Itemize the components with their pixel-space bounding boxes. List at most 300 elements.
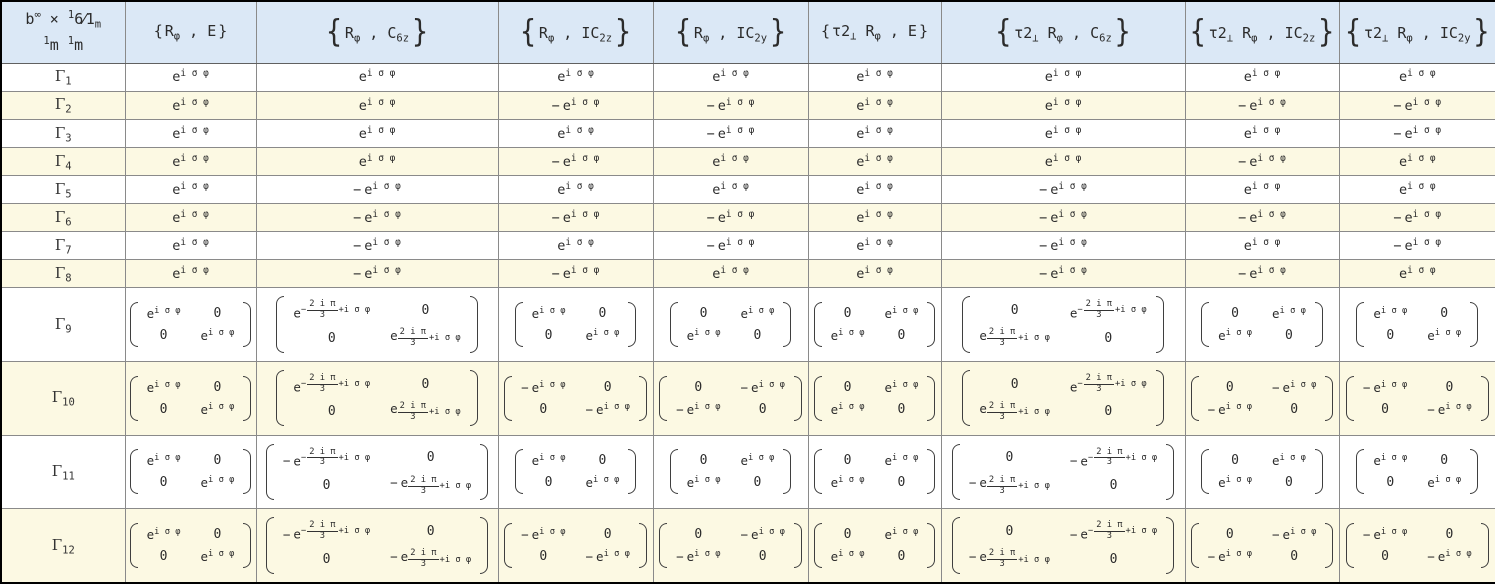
exp-entry bbox=[1393, 237, 1441, 254]
exponent: i σ φ bbox=[1445, 549, 1472, 560]
exp-entry bbox=[172, 68, 209, 85]
exponent: i σ φ bbox=[570, 208, 600, 220]
matrix-2x2 bbox=[814, 449, 936, 494]
exp-entry bbox=[1244, 68, 1281, 85]
minus-sign: − bbox=[1069, 526, 1078, 542]
rep-matrix-cell bbox=[808, 361, 941, 435]
subscript: m bbox=[94, 18, 102, 31]
euler-e: e bbox=[856, 69, 865, 86]
rep-matrix-cell bbox=[256, 435, 498, 508]
fraction-denominator: 3 bbox=[319, 383, 325, 394]
math-text: R bbox=[856, 22, 875, 41]
exponent: i σ φ bbox=[1052, 68, 1082, 80]
exponent: i σ φ bbox=[694, 475, 721, 486]
fraction-denominator: 3 bbox=[410, 337, 416, 348]
table-header bbox=[1, 1, 1495, 63]
euler-e: e bbox=[979, 548, 987, 564]
brace-close: } bbox=[918, 22, 928, 41]
rep-scalar-cell bbox=[256, 232, 498, 260]
minus-sign: − bbox=[706, 97, 715, 114]
subscript: φ bbox=[1251, 32, 1258, 45]
rep-scalar-cell bbox=[498, 260, 653, 288]
exp-entry bbox=[521, 527, 565, 542]
exponent: i σ φ bbox=[1058, 180, 1087, 192]
minus-sign: − bbox=[521, 527, 529, 543]
minus-sign: − bbox=[353, 238, 362, 255]
exponent-tail: +i σ φ bbox=[429, 407, 461, 418]
fraction-numerator: 2 i π bbox=[988, 548, 1016, 559]
subscript: 6z bbox=[396, 32, 410, 45]
row-label bbox=[54, 314, 72, 336]
subscript: 2y bbox=[1457, 32, 1471, 45]
euler-e: e bbox=[830, 549, 839, 565]
exp-entry bbox=[1070, 448, 1157, 468]
exponent bbox=[1077, 374, 1146, 394]
gamma-symbol: Γ bbox=[51, 388, 63, 407]
exponent: i σ φ bbox=[570, 152, 600, 164]
exponent: i σ φ bbox=[366, 68, 396, 80]
euler-e: e bbox=[1243, 69, 1252, 86]
column-header-cell bbox=[1185, 1, 1339, 63]
matrix-paren-left bbox=[952, 517, 960, 573]
exp-entry bbox=[712, 181, 749, 198]
euler-e: e bbox=[557, 182, 566, 199]
euler-e: e bbox=[562, 97, 571, 114]
exp-entry bbox=[979, 401, 1049, 422]
matrix-paren-left bbox=[504, 523, 512, 568]
math-text: R bbox=[1233, 24, 1252, 43]
matrix-paren-right bbox=[1156, 296, 1164, 352]
minus-sign: − bbox=[1207, 401, 1216, 417]
euler-e: e bbox=[686, 327, 695, 343]
zero-entry: 0 bbox=[213, 305, 222, 321]
zero-entry: 0 bbox=[421, 302, 430, 318]
exp-entry bbox=[557, 181, 594, 198]
euler-e: e bbox=[1069, 305, 1078, 321]
exponent bbox=[408, 549, 471, 569]
exp-entry bbox=[1238, 97, 1286, 114]
exp-entry bbox=[390, 401, 460, 422]
rep-scalar-cell bbox=[498, 63, 653, 91]
euler-e: e bbox=[1249, 266, 1258, 283]
rep-scalar-cell bbox=[941, 63, 1185, 91]
minus-sign: − bbox=[1069, 453, 1078, 469]
math-text: R bbox=[1038, 24, 1057, 43]
euler-e: e bbox=[146, 379, 155, 395]
exp-entry bbox=[359, 97, 396, 114]
exp-entry bbox=[172, 97, 209, 114]
matrix-entries bbox=[143, 376, 239, 421]
exponent: i σ φ bbox=[892, 306, 919, 317]
zero-entry: 0 bbox=[1010, 302, 1019, 318]
matrix-entries bbox=[289, 296, 464, 352]
exponent: i σ φ bbox=[372, 265, 401, 277]
minus-sign: − bbox=[551, 97, 560, 114]
superscript: ∞ bbox=[34, 9, 41, 22]
gamma-index: 10 bbox=[62, 396, 75, 409]
exponent: i σ φ bbox=[1412, 124, 1442, 136]
matrix-entries bbox=[279, 517, 475, 573]
exponent: i σ φ bbox=[1058, 208, 1087, 220]
zero-entry: 0 bbox=[843, 453, 852, 469]
exponent: i σ φ bbox=[1251, 180, 1281, 192]
matrix-paren-right bbox=[1470, 302, 1478, 347]
rep-scalar-cell bbox=[1185, 119, 1339, 147]
exponent: i σ φ bbox=[180, 265, 209, 277]
fraction-numerator: 2 i π bbox=[1085, 299, 1113, 310]
exponent: i σ φ bbox=[180, 124, 209, 136]
scalar-row bbox=[1, 63, 1495, 91]
row-label bbox=[51, 535, 75, 557]
zero-entry: 0 bbox=[213, 379, 222, 395]
exponent: i σ φ bbox=[1380, 453, 1408, 464]
exponent: i σ φ bbox=[1290, 527, 1317, 538]
exp-entry bbox=[1373, 453, 1407, 468]
matrix-entries bbox=[517, 523, 634, 568]
gamma-index: 9 bbox=[65, 323, 72, 336]
euler-e: e bbox=[1272, 453, 1280, 469]
exp-entry bbox=[856, 153, 893, 170]
exp-entry bbox=[1393, 125, 1441, 142]
exponent: i σ φ bbox=[1407, 180, 1436, 192]
row-label bbox=[54, 179, 72, 201]
exp-entry bbox=[741, 306, 775, 321]
matrix-2x2 bbox=[276, 296, 477, 352]
exp-entry bbox=[557, 68, 594, 85]
rep-matrix-cell bbox=[653, 509, 808, 583]
euler-e: e bbox=[686, 475, 695, 491]
zero-entry: 0 bbox=[539, 549, 548, 565]
exponent: i σ φ bbox=[570, 96, 600, 108]
rep-scalar-cell bbox=[498, 147, 653, 175]
exp-entry bbox=[1363, 380, 1407, 395]
rep-scalar-cell bbox=[653, 175, 808, 203]
minus-sign: − bbox=[551, 210, 560, 227]
matrix-paren-left bbox=[266, 517, 274, 573]
matrix-paren-left bbox=[814, 449, 822, 494]
row-label-cell bbox=[1, 175, 125, 203]
exp-entry bbox=[831, 328, 865, 343]
exp-entry bbox=[1045, 153, 1082, 170]
minus-sign: − bbox=[282, 526, 291, 542]
zero-entry: 0 bbox=[1285, 327, 1293, 343]
matrix-entries bbox=[1359, 523, 1476, 568]
superscript: 1 bbox=[67, 34, 75, 47]
exp-entry bbox=[1070, 521, 1157, 541]
minus-sign: − bbox=[676, 549, 684, 565]
scalar-row bbox=[1, 260, 1495, 288]
matrix-paren-right bbox=[628, 449, 636, 494]
gamma-index: 3 bbox=[65, 131, 72, 144]
matrix-paren-left bbox=[130, 449, 138, 494]
rep-scalar-cell bbox=[256, 203, 498, 231]
row-label bbox=[55, 124, 72, 142]
rep-scalar-cell bbox=[808, 232, 941, 260]
euler-e: e bbox=[200, 327, 209, 343]
zero-entry: 0 bbox=[1231, 305, 1239, 321]
matrix-entries bbox=[683, 449, 779, 494]
exp-entry bbox=[1272, 527, 1316, 542]
rep-scalar-cell bbox=[941, 147, 1185, 175]
exponent: i σ φ bbox=[1380, 379, 1408, 390]
exp-entry bbox=[1238, 153, 1286, 170]
exponent: i σ φ bbox=[1257, 265, 1286, 277]
rep-scalar-cell bbox=[125, 63, 256, 91]
euler-e: e bbox=[740, 453, 749, 469]
rep-scalar-cell bbox=[498, 232, 653, 260]
matrix-paren-left bbox=[1201, 302, 1209, 347]
zero-entry: 0 bbox=[1285, 475, 1293, 491]
exponent: i σ φ bbox=[1407, 68, 1436, 80]
column-header-cell bbox=[941, 1, 1185, 63]
exp-entry bbox=[707, 97, 755, 114]
rep-scalar-cell bbox=[808, 91, 941, 119]
exponent: i σ φ bbox=[1251, 68, 1281, 80]
column-header-cell bbox=[808, 1, 941, 63]
exponent: i σ φ bbox=[565, 180, 594, 192]
zero-entry: 0 bbox=[1109, 551, 1118, 567]
exponent: i σ φ bbox=[864, 265, 893, 277]
exponent: i σ φ bbox=[720, 265, 749, 277]
exponent: i σ φ bbox=[892, 453, 919, 464]
euler-e: e bbox=[293, 453, 301, 469]
euler-e: e bbox=[717, 210, 726, 227]
euler-e: e bbox=[830, 475, 839, 491]
exponent: i σ φ bbox=[603, 549, 630, 560]
gamma-index: 11 bbox=[62, 470, 75, 483]
matrix-paren-left bbox=[1346, 523, 1354, 568]
math-text: τ2 bbox=[1014, 24, 1033, 43]
fraction-denominator: 3 bbox=[1096, 383, 1102, 394]
exponent-tail: +i σ φ bbox=[1018, 481, 1050, 492]
math-text: τ2 bbox=[832, 22, 851, 41]
exponent-tail: +i σ φ bbox=[338, 526, 371, 537]
exponent-fraction bbox=[398, 402, 428, 422]
matrix-2x2 bbox=[266, 444, 488, 500]
rep-scalar-cell bbox=[256, 91, 498, 119]
fraction-numerator: 2 i π bbox=[1096, 520, 1123, 531]
exponent: i σ φ bbox=[758, 379, 785, 390]
exp-entry bbox=[712, 153, 749, 170]
exp-entry bbox=[1363, 527, 1407, 542]
euler-e: e bbox=[293, 379, 301, 395]
gamma-index: 12 bbox=[62, 544, 75, 557]
exponent: i σ φ bbox=[720, 152, 749, 164]
fraction-denominator: 3 bbox=[319, 309, 325, 320]
matrix-entries bbox=[1214, 302, 1310, 347]
exp-entry bbox=[1045, 68, 1082, 85]
exponent: i σ φ bbox=[180, 237, 209, 249]
exp-entry bbox=[885, 306, 919, 321]
matrix-paren-right bbox=[1325, 523, 1333, 568]
exponent: i σ φ bbox=[208, 328, 235, 339]
matrix-paren-right bbox=[1315, 449, 1323, 494]
matrix-row bbox=[1, 361, 1495, 435]
math-text: , C bbox=[1063, 24, 1100, 43]
subscript: 2z bbox=[1302, 32, 1316, 45]
exponent: i σ φ bbox=[154, 527, 181, 538]
exponent: i σ φ bbox=[864, 208, 893, 220]
matrix-paren-right bbox=[1166, 517, 1174, 573]
exponent: i σ φ bbox=[758, 527, 785, 538]
fraction-denominator: 3 bbox=[420, 485, 427, 496]
exp-entry bbox=[359, 68, 396, 85]
column-header-cell bbox=[653, 1, 808, 63]
euler-e: e bbox=[531, 305, 540, 321]
exponent-tail: +i σ φ bbox=[1125, 452, 1158, 463]
exp-entry bbox=[687, 475, 721, 490]
exp-entry bbox=[353, 209, 401, 226]
math-text: , E bbox=[180, 22, 217, 41]
exp-entry bbox=[676, 402, 720, 417]
zero-entry: 0 bbox=[1005, 450, 1014, 466]
exponent: i σ φ bbox=[1407, 152, 1436, 164]
math-text: τ2 bbox=[1208, 24, 1227, 43]
euler-e: e bbox=[1080, 453, 1088, 469]
matrix-paren-right bbox=[243, 376, 251, 421]
matrix-paren-right bbox=[1481, 523, 1489, 568]
matrix-paren-left bbox=[659, 376, 667, 421]
exp-entry bbox=[1045, 125, 1082, 142]
brace-open: { bbox=[520, 14, 536, 50]
exponent: i σ φ bbox=[1412, 208, 1442, 220]
rep-scalar-cell bbox=[125, 260, 256, 288]
euler-e: e bbox=[146, 305, 155, 321]
exponent: i σ φ bbox=[1225, 328, 1252, 339]
rep-scalar-cell bbox=[1185, 91, 1339, 119]
row-label-cell bbox=[1, 119, 125, 147]
exponent-fraction bbox=[307, 300, 337, 320]
gamma-symbol: Γ bbox=[54, 314, 66, 333]
matrix-entries bbox=[975, 370, 1150, 426]
euler-e: e bbox=[585, 327, 594, 343]
rep-matrix-cell bbox=[498, 361, 653, 435]
minus-sign: − bbox=[1427, 401, 1435, 417]
column-header-cell bbox=[1339, 1, 1495, 63]
exponent: i σ φ bbox=[565, 68, 594, 80]
exponent-minus: − bbox=[1087, 526, 1094, 537]
euler-e: e bbox=[1373, 453, 1381, 469]
exp-entry bbox=[552, 97, 600, 114]
rep-scalar-cell bbox=[498, 91, 653, 119]
minus-sign: − bbox=[1427, 549, 1435, 565]
matrix-paren-left bbox=[814, 376, 822, 421]
euler-e: e bbox=[979, 401, 987, 417]
rep-scalar-cell bbox=[256, 63, 498, 91]
exponent: i σ φ bbox=[748, 306, 775, 317]
matrix-paren-left bbox=[504, 376, 512, 421]
exponent-tail: +i σ φ bbox=[338, 305, 371, 316]
rep-matrix-cell bbox=[498, 509, 653, 583]
euler-e: e bbox=[596, 549, 604, 565]
matrix-paren-right bbox=[628, 302, 636, 347]
exponent: i σ φ bbox=[720, 68, 749, 80]
scalar-row bbox=[1, 203, 1495, 231]
zero-entry: 0 bbox=[897, 475, 906, 491]
zero-entry: 0 bbox=[1386, 327, 1395, 343]
rep-scalar-cell bbox=[653, 63, 808, 91]
matrix-2x2 bbox=[130, 302, 252, 347]
matrix-2x2 bbox=[515, 449, 637, 494]
math-text: m bbox=[49, 35, 68, 54]
rep-scalar-cell bbox=[1185, 175, 1339, 203]
euler-e: e bbox=[712, 266, 721, 283]
euler-e: e bbox=[1243, 125, 1252, 142]
minus-sign: − bbox=[1039, 210, 1048, 227]
exp-entry bbox=[172, 237, 209, 254]
rep-scalar-cell bbox=[941, 175, 1185, 203]
exp-entry bbox=[741, 527, 785, 542]
euler-e: e bbox=[1427, 327, 1435, 343]
exp-entry bbox=[1399, 153, 1436, 170]
exponent bbox=[987, 476, 1050, 496]
exponent: i σ φ bbox=[180, 208, 209, 220]
exponent: i σ φ bbox=[725, 208, 755, 220]
exponent: i σ φ bbox=[1225, 475, 1252, 486]
matrix-row bbox=[1, 509, 1495, 583]
matrix-paren-right bbox=[243, 449, 251, 494]
rep-matrix-cell bbox=[1185, 361, 1339, 435]
matrix-2x2 bbox=[504, 376, 647, 421]
euler-e: e bbox=[1044, 153, 1053, 170]
rep-matrix-cell bbox=[808, 288, 941, 361]
rep-scalar-cell bbox=[1185, 203, 1339, 231]
rep-scalar-cell bbox=[1339, 91, 1495, 119]
exponent: i σ φ bbox=[208, 549, 235, 560]
exp-entry bbox=[885, 380, 919, 395]
rep-scalar-cell bbox=[941, 203, 1185, 231]
matrix-entries bbox=[975, 296, 1150, 352]
euler-e: e bbox=[1427, 475, 1435, 491]
exponent: i σ φ bbox=[154, 306, 181, 317]
zero-entry: 0 bbox=[1104, 330, 1113, 346]
exponent: i σ φ bbox=[154, 379, 181, 390]
matrix-paren-right bbox=[794, 376, 802, 421]
exp-entry bbox=[856, 237, 893, 254]
euler-e: e bbox=[200, 549, 209, 565]
matrix-paren-left bbox=[1201, 449, 1209, 494]
row-label bbox=[51, 388, 75, 409]
rep-matrix-cell bbox=[498, 288, 653, 361]
rep-scalar-cell bbox=[256, 175, 498, 203]
rep-matrix-cell bbox=[653, 435, 808, 508]
exp-entry bbox=[172, 265, 209, 282]
exp-entry bbox=[557, 125, 594, 142]
rep-scalar-cell bbox=[653, 203, 808, 231]
exponent: i σ φ bbox=[1412, 96, 1442, 108]
euler-e: e bbox=[1437, 401, 1446, 417]
exponent: i σ φ bbox=[838, 401, 865, 412]
fraction-denominator: 3 bbox=[1106, 530, 1113, 541]
superscript: 1 bbox=[43, 34, 50, 47]
matrix-paren-left bbox=[130, 523, 138, 568]
exponent: i σ φ bbox=[1290, 379, 1317, 390]
fraction-numerator: 2 i π bbox=[410, 474, 437, 485]
gamma-index: 1 bbox=[65, 75, 72, 88]
exponent-fraction bbox=[307, 521, 337, 541]
zero-entry: 0 bbox=[1104, 404, 1113, 420]
matrix-entries bbox=[528, 302, 624, 347]
euler-e: e bbox=[1218, 401, 1226, 417]
subscript: φ bbox=[547, 32, 555, 45]
exponent bbox=[398, 402, 461, 422]
exp-entry bbox=[1238, 209, 1286, 226]
euler-e: e bbox=[1282, 527, 1291, 543]
exponent-fraction bbox=[408, 476, 438, 496]
euler-e: e bbox=[293, 526, 301, 542]
exponent: i σ φ bbox=[366, 124, 396, 136]
row-label bbox=[54, 95, 72, 116]
